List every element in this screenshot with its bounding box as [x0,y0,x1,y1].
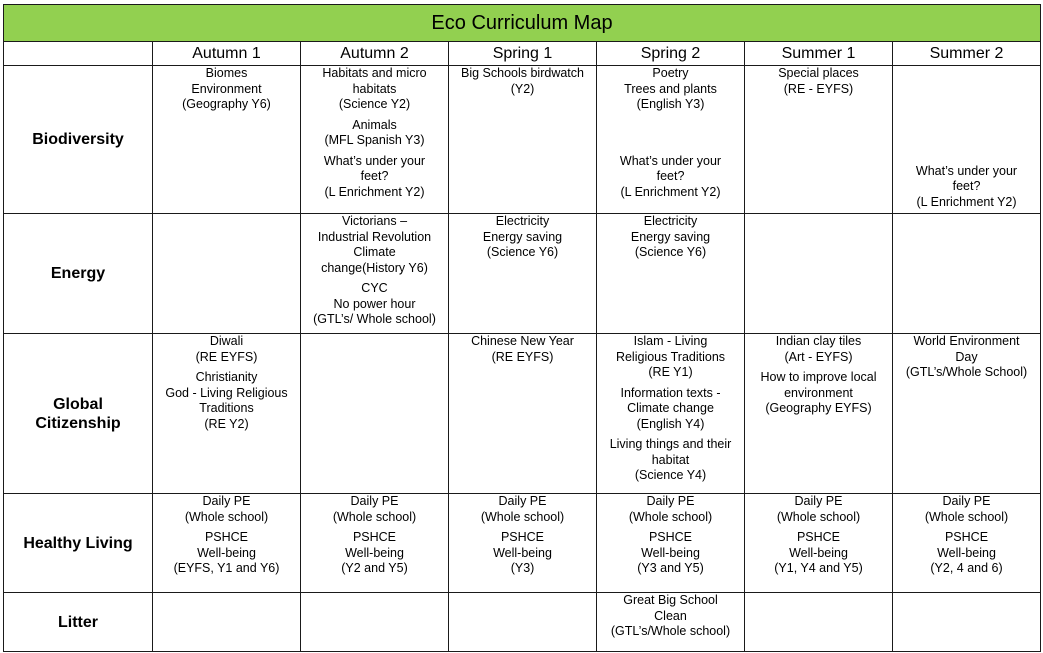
column-header-row [4,42,1041,66]
cell-entry: Animals (MFL Spanish Y3) [324,117,425,147]
table-cell [597,334,745,494]
cell-entry: Chinese New Year (RE EYFS) [471,334,574,364]
table-cell [153,494,301,593]
table-cell [449,334,597,494]
row-header: Energy [4,214,153,334]
table-cell [449,494,597,593]
table-cell [745,214,893,334]
table-cell [597,214,745,334]
cell-entry: Victorians – Industrial Revolution Climate change(History Y6) [317,214,432,275]
cell-entry: Daily PE (Whole school) [332,494,417,524]
row-header: Litter [4,593,153,652]
table-cell [597,593,745,652]
table-cell [893,593,1041,652]
table-cell [597,66,745,214]
cell-entry: What’s under your feet? (L Enrichment Y2) [323,153,426,199]
table-cell [893,66,1041,214]
cell-entry: Indian clay tiles (Art - EYFS) [775,334,862,364]
cell-entry: Big Schools birdwatch (Y2) [461,66,584,96]
table-row [4,494,1041,593]
table-cell [745,593,893,652]
cell-entry: PSHCE Well-being (Y3 and Y5) [637,530,704,575]
cell-entry: Biomes Environment (Geography Y6) [182,66,271,111]
cell-entry: Daily PE (Whole school) [628,494,713,524]
cell-entry: PSHCE Well-being (Y2, 4 and 6) [930,530,1003,575]
cell-entry: Daily PE (Whole school) [184,494,269,524]
cell-entry: PSHCE Well-being (Y3) [493,530,552,575]
column-header-spring-1: Spring 1 [449,42,597,66]
cell-entry: How to improve local environment (Geography EYFS) [760,370,877,415]
table-cell [893,214,1041,334]
corner-header-cell [4,42,153,66]
table-cell [745,494,893,593]
cell-entry: Daily PE (Whole school) [480,494,565,524]
cell-entry: Living things and their habitat (Science Y4) [609,437,732,482]
row-header: Biodiversity [4,66,153,214]
cell-entry: Information texts - Climate change (English Y4) [620,385,721,431]
cell-entry: PSHCE Well-being (Y2 and Y5) [341,530,408,575]
table-cell [301,214,449,334]
row-header: Global Citizenship [4,334,153,494]
cell-entry: PSHCE Well-being (Y1, Y4 and Y5) [774,530,863,575]
cell-entry: Daily PE (Whole school) [776,494,861,524]
cell-entry: Habitats and micro habitats (Science Y2) [322,66,427,111]
table-cell [449,66,597,214]
cell-entry: PSHCE Well-being (EYFS, Y1 and Y6) [173,530,280,575]
cell-entry: Christianity God - Living Religious Traditions (RE Y2) [165,370,288,431]
table-cell [745,334,893,494]
table-cell [301,593,449,652]
table-cell [449,214,597,334]
cell-entry [599,118,742,149]
table-cell [153,214,301,334]
table-cell [153,593,301,652]
cell-entry: World Environment Day (GTL’s/Whole School) [905,334,1028,379]
table-row [4,593,1041,652]
column-header-summer-1: Summer 1 [745,42,893,66]
row-header: Healthy Living [4,494,153,593]
cell-entry: Electricity Energy saving (Science Y6) [630,214,711,259]
curriculum-table [3,4,1041,652]
cell-entry: Daily PE (Whole school) [924,494,1009,524]
table-cell [893,494,1041,593]
table-cell [153,334,301,494]
table-cell [893,334,1041,494]
cell-entry: Diwali (RE EYFS) [195,334,258,364]
table-cell [153,66,301,214]
table-cell [745,66,893,214]
column-header-spring-2: Spring 2 [597,42,745,66]
table-row [4,334,1041,494]
table-row [4,214,1041,334]
cell-entry: What’s under your feet? (L Enrichment Y2) [915,163,1018,209]
table-cell [301,66,449,214]
table-cell [597,494,745,593]
table-cell [301,494,449,593]
table-cell [449,593,597,652]
cell-entry: Poetry Trees and plants (English Y3) [624,66,717,111]
cell-entry: What’s under your feet? (L Enrichment Y2) [619,153,722,199]
cell-entry: Special places (RE - EYFS) [778,66,859,96]
page-title: Eco Curriculum Map [4,5,1041,42]
table-row [4,66,1041,214]
table-cell [301,334,449,494]
cell-entry: CYC No power hour (GTL’s/ Whole school) [313,281,436,326]
column-header-autumn-1: Autumn 1 [153,42,301,66]
column-header-autumn-2: Autumn 2 [301,42,449,66]
cell-entry: Islam - Living Religious Traditions (RE Y1) [615,334,726,379]
cell-entry: Great Big School Clean (GTL’s/Whole school) [610,593,731,638]
column-header-summer-2: Summer 2 [893,42,1041,66]
cell-entry: Electricity Energy saving (Science Y6) [482,214,563,259]
